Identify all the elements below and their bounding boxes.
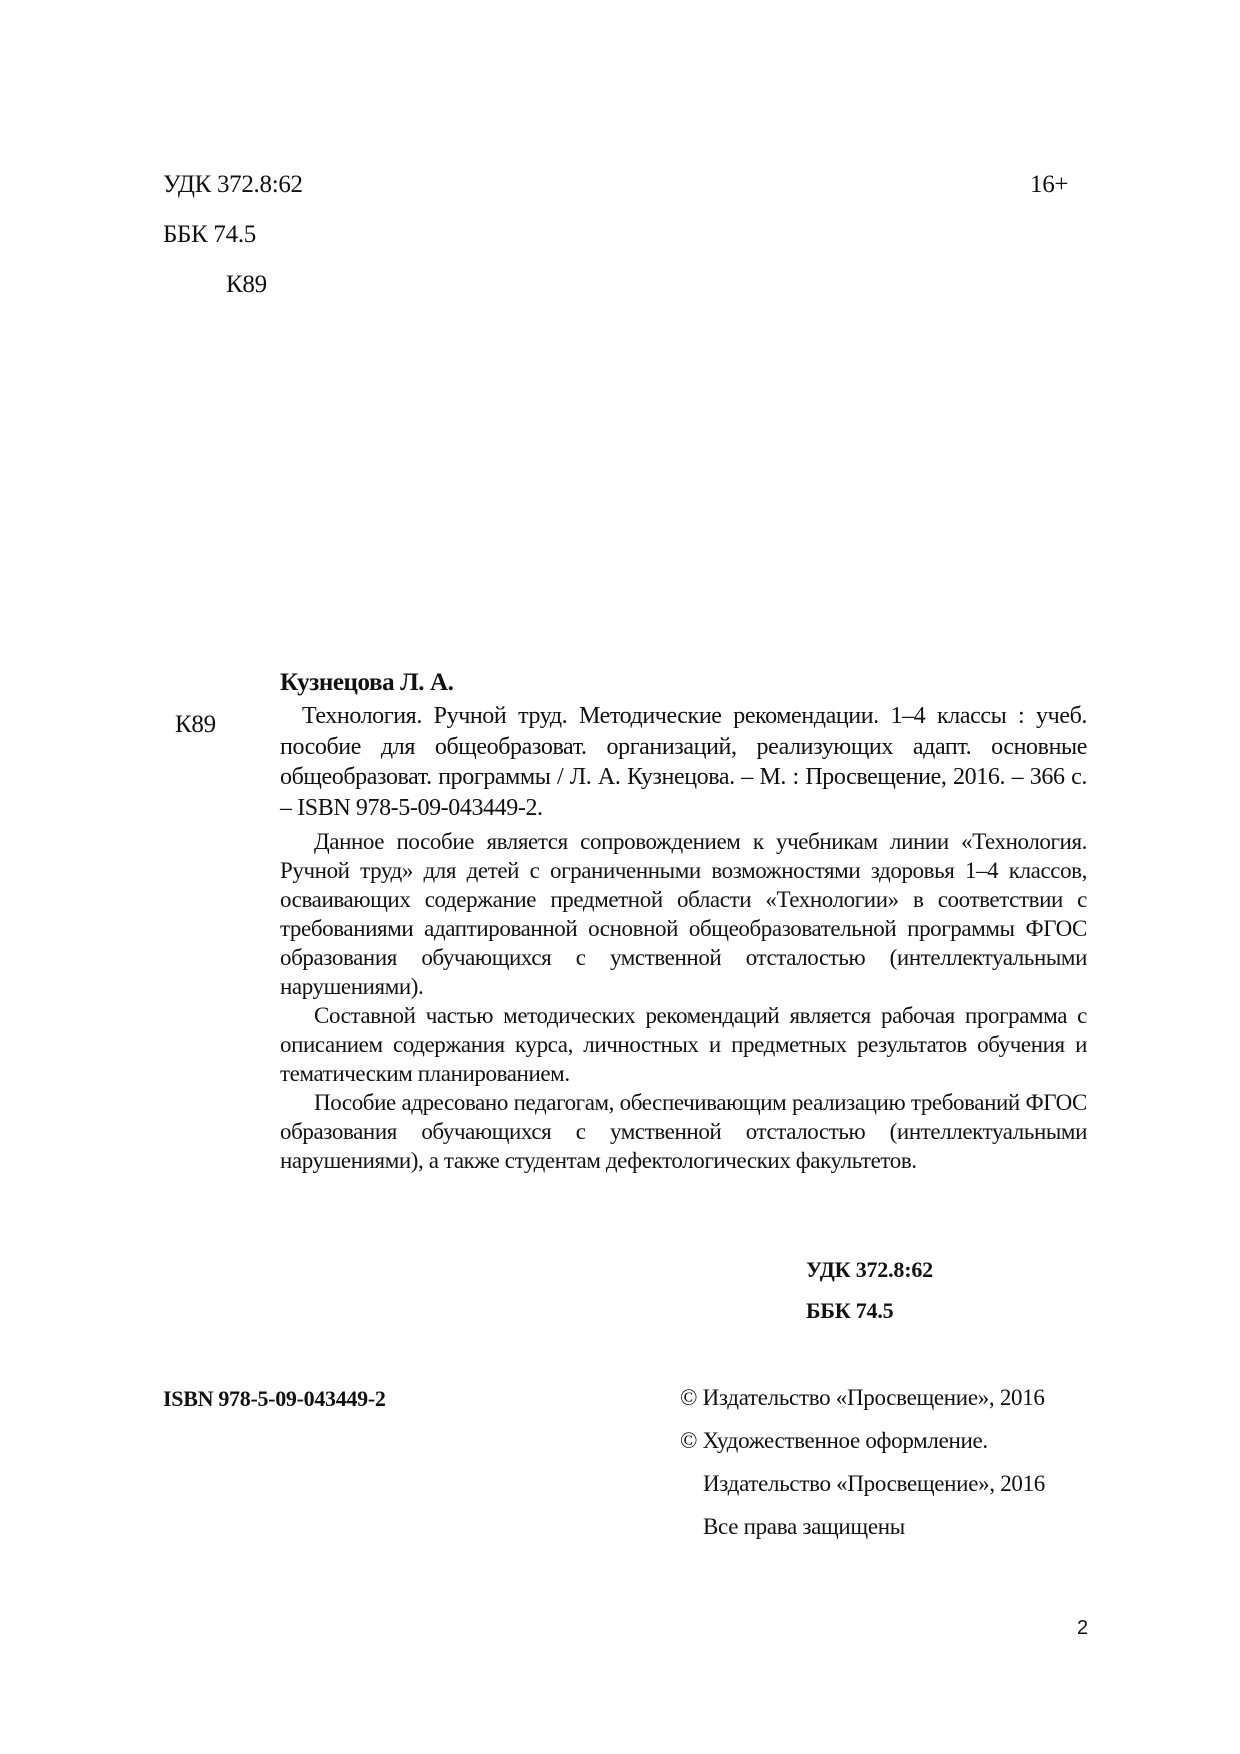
abstract-paragraph: Пособие адресовано педагогам, обеспечивающим реализацию требований ФГОС образования обучающихся с умственной отсталостью (интеллектуальными нарушениями), а также студентам дефектологических факультетов. [280,1090,1087,1173]
age-rating: 16+ [1030,171,1069,198]
udk-code: УДК 372.8:62 [163,171,303,198]
page-number: 2 [1077,1617,1089,1639]
isbn: ISBN 978-5-09-043449-2 [163,1386,386,1411]
catalog-bbk: ББК 74.5 [806,1298,894,1323]
bibliographic-description: Технология. Ручной труд. Методические рекомендации. 1–4 классы : учеб. пособие для общеобразоват. организаций, реализующих адапт. основные общеобразоват. программы / Л. А. Кузнецова. – М. : Просвещение, 2016. – 366 с. – ISBN 978-5-09-043449-2. [280,703,1087,821]
abstract [280,827,1087,1175]
copyright-line: © Издательство «Просвещение», 2016 [680,1385,1045,1410]
catalog-author-mark: К89 [175,711,216,738]
bbk-code: ББК 74.5 [163,221,256,248]
catalog-card [280,668,1087,1175]
author-name: Кузнецова Л. А. [280,669,454,696]
abstract-paragraph: Данное пособие является сопровождением к учебникам линии «Технология. Ручной труд» для детей с ограниченными возможностями здоровья 1–4 классов, осваивающих содержание предметной области «Технологии» в соответствии с требованиями адаптированной основной общеобразовательной программы ФГОС образования обучающихся с умственной отсталостью (интеллектуальными нарушениями). [280,829,1087,999]
abstract-paragraph: Составной частью методических рекомендаций является рабочая программа с описанием содержания курса, личностных и предметных результатов обучения и тематическим планированием. [280,1003,1087,1086]
rights-reserved: Все права защищены [703,1514,905,1539]
copyright-line: © Художественное оформление. [680,1428,988,1453]
author-mark: К89 [226,271,267,298]
copyright-line: Издательство «Просвещение», 2016 [703,1471,1046,1496]
catalog-udk: УДК 372.8:62 [806,1257,933,1282]
